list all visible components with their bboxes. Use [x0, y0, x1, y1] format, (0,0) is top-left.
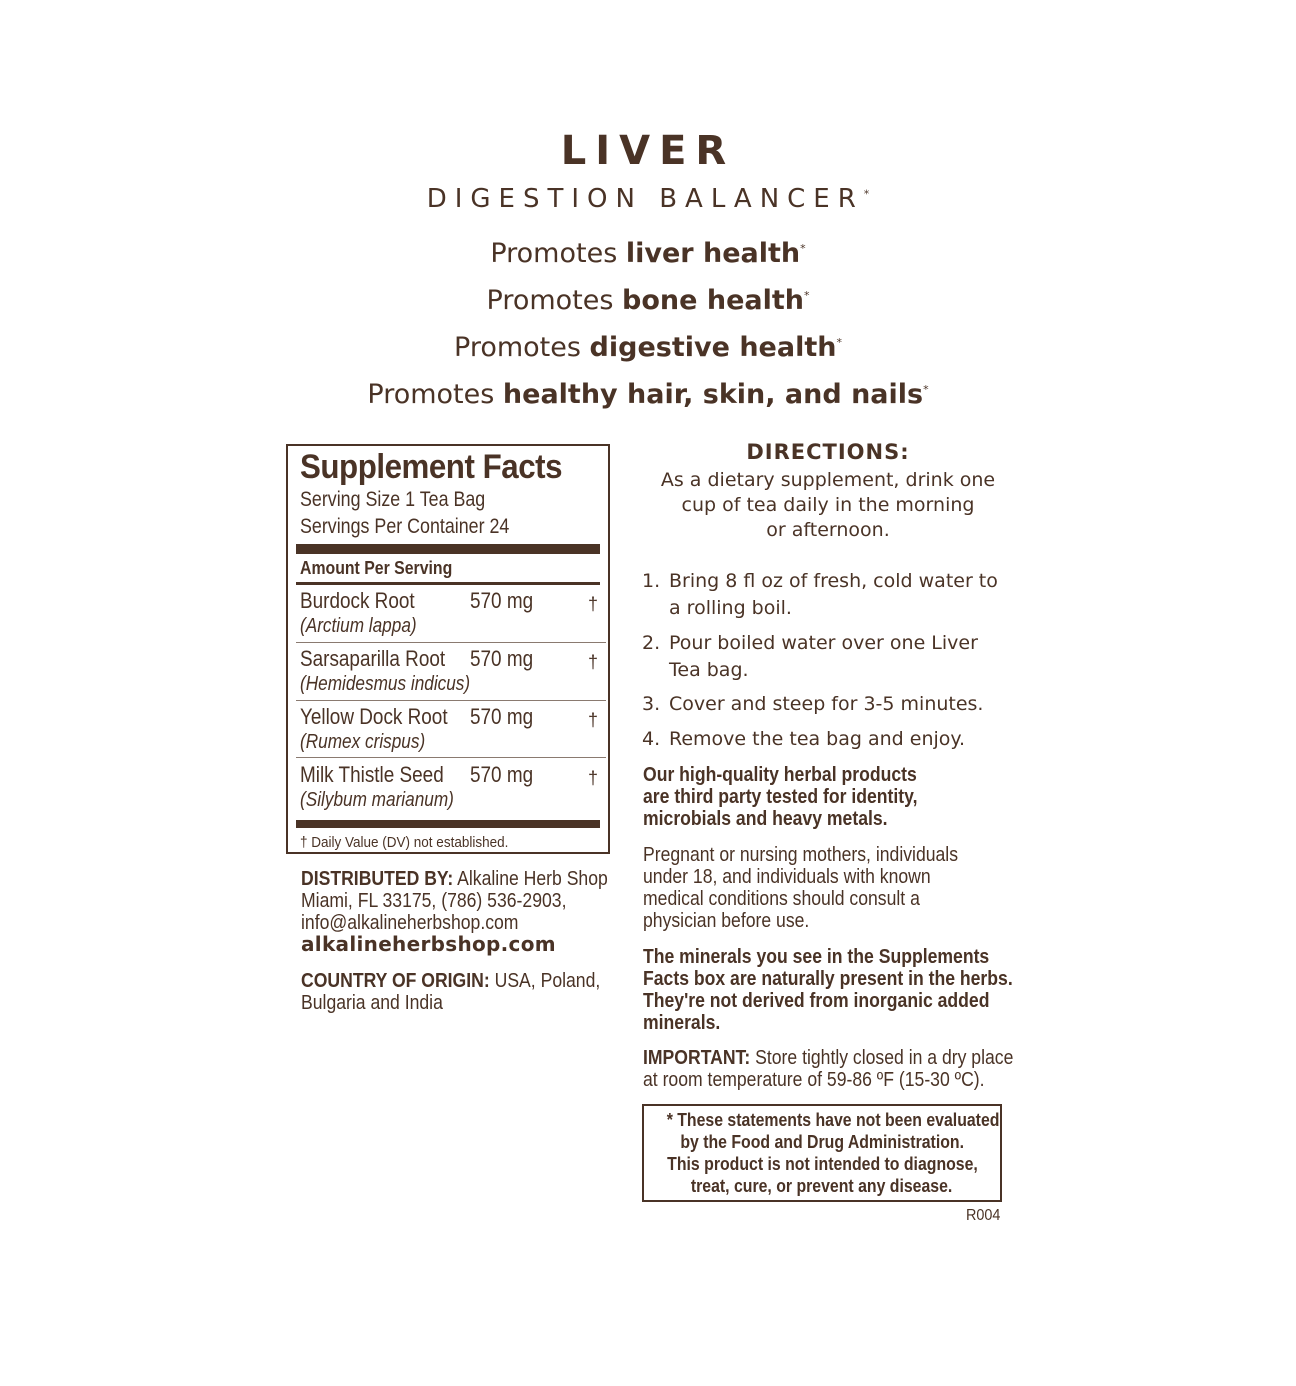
ingredient-name: Sarsaparilla Root: [300, 646, 446, 671]
directions-heading: DIRECTIONS:: [746, 440, 910, 464]
minerals-statement: [643, 1012, 720, 1034]
ingredient-name: Milk Thistle Seed: [300, 762, 444, 787]
quality-line: Our high-quality herbal products: [643, 764, 917, 786]
fda-text: * These statements have not been evaluated: [666, 1110, 1000, 1130]
directions-intro-line: As a dietary supplement, drink one: [660, 469, 996, 491]
product-title: LIVER: [560, 128, 736, 174]
fda-text: This product is not intended to diagnose,: [666, 1154, 978, 1174]
warning-line: medical conditions should consult a: [643, 888, 920, 910]
directions-intro-line: cup of tea daily in the morning: [681, 494, 975, 516]
claim-hair-skin-nails: [0, 379, 1296, 410]
step-number: 3.: [642, 693, 661, 715]
ingredient-name: Yellow Dock Root: [300, 704, 448, 729]
claim-asterisk: *: [800, 242, 806, 255]
quality-statement: [643, 786, 917, 808]
servings-per-container: Servings Per Container 24: [300, 515, 510, 538]
distributor-email[interactable]: info@alkalineherbshop.com: [301, 912, 519, 934]
storage-instructions: [643, 1047, 1013, 1069]
minerals-line: Facts box are naturally present in the herbs.: [643, 968, 1013, 990]
row-divider: [296, 700, 606, 701]
ingredient-name: Burdock Root: [300, 588, 415, 613]
minerals-line: They're not derived from inorganic added: [643, 990, 990, 1012]
distributed-by: [301, 868, 608, 890]
claim-prefix: Promotes: [486, 285, 623, 316]
step-text: Cover and steep for 3-5 minutes.: [669, 693, 984, 715]
fda-text: by the Food and Drug Administration.: [680, 1132, 964, 1152]
claim-asterisk: *: [836, 336, 842, 349]
minerals-statement: [643, 990, 989, 1012]
step-text: Tea bag.: [669, 659, 749, 681]
dagger-mark: †: [588, 710, 599, 730]
minerals-statement: [643, 946, 989, 968]
country-of-origin: [301, 970, 600, 992]
distributed-by-label: DISTRIBUTED BY:: [301, 868, 454, 890]
claim-prefix: Promotes: [367, 379, 503, 410]
claim-bold: liver health: [625, 238, 801, 269]
step-number: 1.: [642, 570, 661, 592]
minerals-statement: [643, 968, 1013, 990]
step-text: a rolling boil.: [669, 597, 792, 619]
ingredient-amount: 570 mg: [470, 588, 534, 613]
origin-label: COUNTRY OF ORIGIN:: [301, 970, 490, 992]
step-number: 2.: [642, 632, 661, 654]
ingredient-latin-name: (Hemidesmus indicus): [300, 673, 471, 695]
quality-line: are third party tested for identity,: [643, 786, 918, 808]
thick-rule: [296, 544, 600, 554]
minerals-line: minerals.: [643, 1012, 721, 1034]
storage-line: at room temperature of 59-86 ºF (15-30 ºC).: [643, 1069, 985, 1091]
claim-bone: [0, 285, 1296, 316]
warning-line: physician before use.: [643, 910, 810, 932]
claim-bold: healthy hair, skin, and nails: [502, 379, 924, 410]
ingredient-amount: 570 mg: [470, 762, 534, 787]
thick-rule: [296, 820, 600, 828]
fda-line: [644, 1176, 1000, 1197]
directions-intro-line: or afternoon.: [766, 519, 890, 541]
supplement-facts-panel: [286, 444, 610, 854]
minerals-line: The minerals you see in the Supplements: [643, 946, 990, 968]
ingredient-amount: 570 mg: [470, 704, 534, 729]
distributor-name: Alkaline Herb Shop: [453, 868, 608, 890]
claim-liver: [0, 238, 1296, 269]
fda-line: [644, 1154, 1000, 1175]
medium-rule: [296, 582, 600, 585]
step-text: Remove the tea bag and enjoy.: [669, 728, 965, 750]
fda-text: treat, cure, or prevent any disease.: [691, 1176, 953, 1196]
step-number: 4.: [642, 728, 661, 750]
warning-line: Pregnant or nursing mothers, individuals: [643, 844, 959, 866]
distributor-address: Miami, FL 33175, (786) 536-2903,: [301, 890, 567, 912]
warning-line: under 18, and individuals with known: [643, 866, 931, 888]
ingredient-amount: 570 mg: [470, 646, 534, 671]
dagger-mark: †: [588, 652, 599, 672]
dagger-mark: †: [588, 594, 599, 614]
claim-prefix: Promotes: [454, 332, 590, 363]
subtitle-asterisk: *: [863, 187, 870, 201]
facts-title: Supplement Facts: [300, 448, 563, 486]
subtitle-text: DIGESTION BALANCER: [426, 184, 864, 214]
step-text: Pour boiled water over one Liver: [669, 632, 978, 654]
step-text: Bring 8 fl oz of fresh, cold water to: [669, 570, 998, 592]
website-link[interactable]: alkalineherbshop.com: [301, 932, 556, 956]
quality-statement: [643, 764, 917, 786]
ingredient-latin-name: (Arctium lappa): [300, 615, 417, 637]
quality-line: microbials and heavy metals.: [643, 808, 888, 830]
row-divider: [296, 757, 606, 758]
amount-per-serving-header: Amount Per Serving: [300, 558, 453, 578]
origin-countries: USA, Poland,: [489, 970, 601, 992]
fda-disclaimer-box: [642, 1104, 1002, 1202]
important-label: IMPORTANT:: [643, 1047, 751, 1069]
claim-bold: digestive health: [589, 332, 837, 363]
claim-bold: bone health: [622, 285, 804, 316]
storage-line: Store tightly closed in a dry place: [750, 1047, 1014, 1069]
label-code: R004: [966, 1207, 1001, 1224]
daily-value-note: † Daily Value (DV) not established.: [300, 834, 509, 851]
fda-line: [644, 1132, 1000, 1153]
product-subtitle: [0, 184, 1296, 214]
ingredient-latin-name: (Silybum marianum): [300, 789, 454, 811]
claim-asterisk: *: [923, 383, 929, 396]
claim-prefix: Promotes: [490, 238, 626, 269]
quality-statement: [643, 808, 888, 830]
serving-size: Serving Size 1 Tea Bag: [300, 488, 486, 511]
origin-countries-cont: Bulgaria and India: [301, 992, 443, 1014]
fda-line: [644, 1110, 1000, 1131]
row-divider: [296, 642, 606, 643]
claim-digestive: [0, 332, 1296, 363]
dagger-mark: †: [588, 768, 599, 788]
claim-asterisk: *: [803, 289, 810, 302]
ingredient-latin-name: (Rumex crispus): [300, 731, 426, 753]
